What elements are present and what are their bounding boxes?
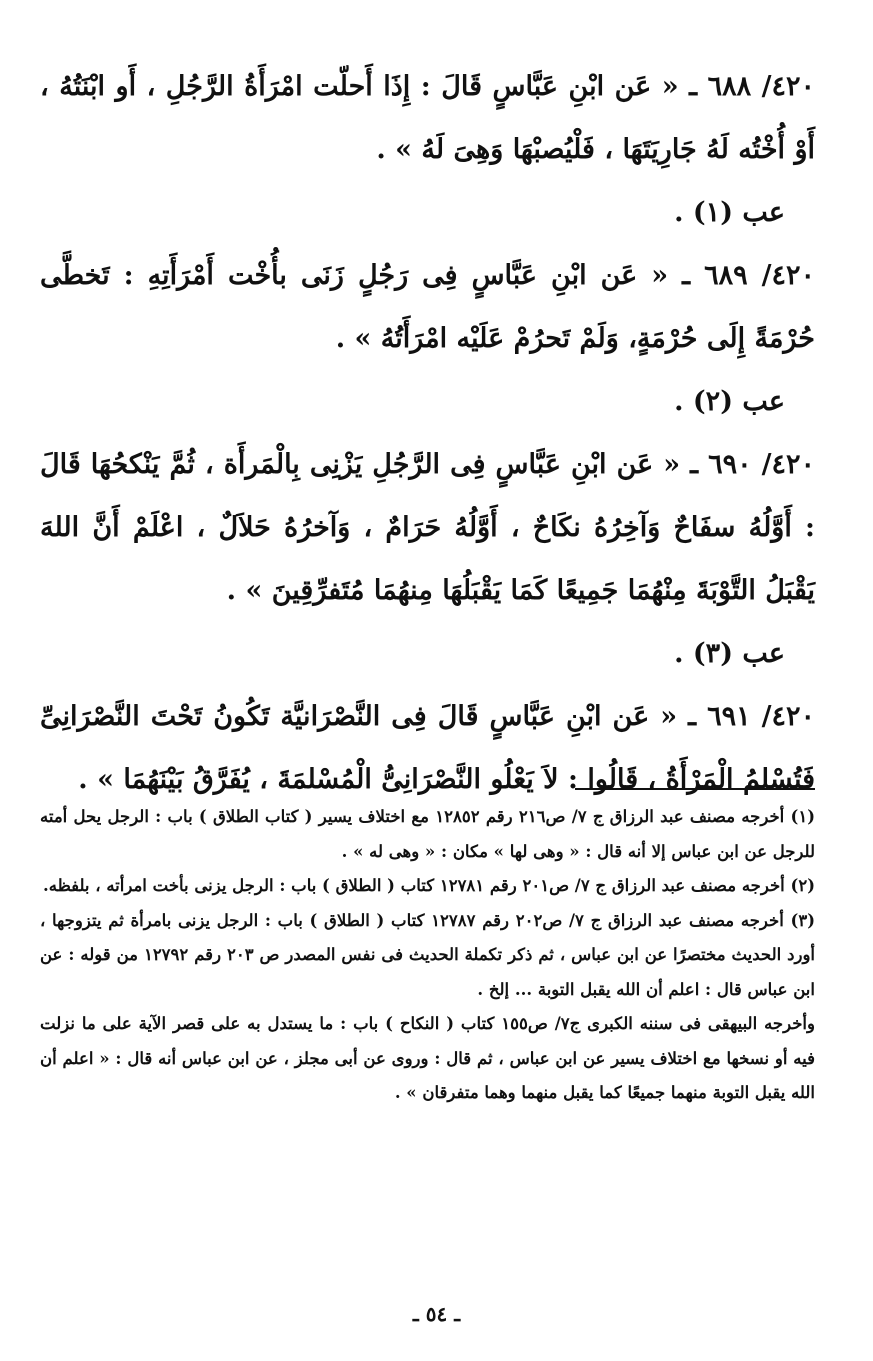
- footnote-separator: [575, 788, 815, 790]
- hadith-689-source: عب (٢) .: [674, 386, 785, 417]
- footnote-2: (٢) أخرجه مصنف عبد الرزاق ج ٧/ ص٢٠١ رقم ١٢٧٨١ كتاب ( الطلاق ) باب : الرجل يزنى بأخت امرأته ، بلفظه.: [42, 876, 815, 895]
- hadith-690: ٤٢٠/ ٦٩٠ ـ « عَن ابْنِ عَبَّاسٍ فِى الرَّجُلِ يَزْنِى بِالْمَرأَة ، ثُمَّ يَنْكحُهَا قَالَ : أَوَّلُهُ سفَاحٌ وَآخِرُهُ نكَاحٌ ، أَوَّلُهُ حَرَامٌ ، وَآخرُهُ حَلاَلٌ ، اعْلَمْ أَنَّ اللهَ يَقْبَلُ التَّوْبَةَ مِنْهُمَا جَمِيعًا كَمَا يَقْبَلُهَا مِنهُمَا مُتَفرِّقِينَ » .: [40, 449, 815, 606]
- main-text: [40, 55, 815, 811]
- hadith-688-source: عب (١) .: [674, 197, 785, 228]
- hadith-688: ٤٢٠/ ٦٨٨ ـ « عَن ابْنِ عَبَّاسٍ قَالَ : إِذَا أَحلّت امْرَأَةُ الرَّجُلِ ، أَو ابْنَتُهُ ، أَوْ أُخْتُه لَهُ جَارِيَتَهَا ، فَلْيُصبْهَا وَهِىَ لَهُ » .: [40, 71, 816, 165]
- hadith-689: ٤٢٠/ ٦٨٩ ـ « عَن ابْنِ عَبَّاسٍ فِى رَجُلٍ زَنَى بأُخْت أَمْرَأَتِهِ : تَخطَّى حُرْمَةً إِلَى حُرْمَةٍ، وَلَمْ تَحرُمْ عَلَيْه امْرَأَتُهُ » .: [40, 260, 815, 354]
- hadith-690-source: عب (٣) .: [674, 638, 785, 669]
- footnote-1: (١) أخرجه مصنف عبد الرزاق ج ٧/ ص٢١٦ رقم ١٢٨٥٢ مع اختلاف يسير ( كتاب الطلاق ) باب : الرجل يحل أمته للرجل عن ابن عباس إلا أنه قال : « وهى لها » مكان : « وهى له » .: [40, 807, 815, 861]
- footnotes: [40, 800, 815, 1111]
- page-number: ـ ٥٤ ـ: [412, 1302, 461, 1326]
- footnote-3-continuation: وأخرجه البيهقى فى سننه الكبرى ج٧/ ص١٥٥ كتاب ( النكاح ) باب : ما يستدل به على قصر الآية على ما نزلت فيه أو نسخها مع اختلاف يسير عن ابن عباس ، ثم قال : وروى عن أبى مجلز ، عن ابن عباس أنه قال : « اعلم أن الله يقبل التوبة منهما جميعًا كما يقبل منهما وهما متفرقان » .: [40, 1014, 815, 1102]
- hadith-691: ٤٢٠/ ٦٩١ ـ « عَن ابْنِ عَبَّاسٍ قَالَ فِى النَّصْرَانيَّة تَكُونُ تَحْتَ النَّصْرَانِىِّ فَتُسْلمُ الْمَرْأَةُ ، قَالُوا : لاَ يَعْلُو النَّصْرَانِىُّ الْمُسْلمَةَ ، يُفَرَّقُ بَيْنَهُمَا » .: [40, 701, 815, 795]
- footnote-3: (٣) أخرجه مصنف عبد الرزاق ج ٧/ ص٢٠٢ رقم ١٢٧٨٧ كتاب ( الطلاق ) باب : الرجل يزنى بامرأة ثم يتزوجها ، أورد الحديث مختصرًا عن ابن عباس ، ثم ذكر تكملة الحديث فى نفس المصدر ص ٢٠٣ رقم ١٢٧٩٢ من قوله : عن ابن عباس قال : اعلم أن الله يقبل التوبة ... إلخ .: [40, 910, 815, 999]
